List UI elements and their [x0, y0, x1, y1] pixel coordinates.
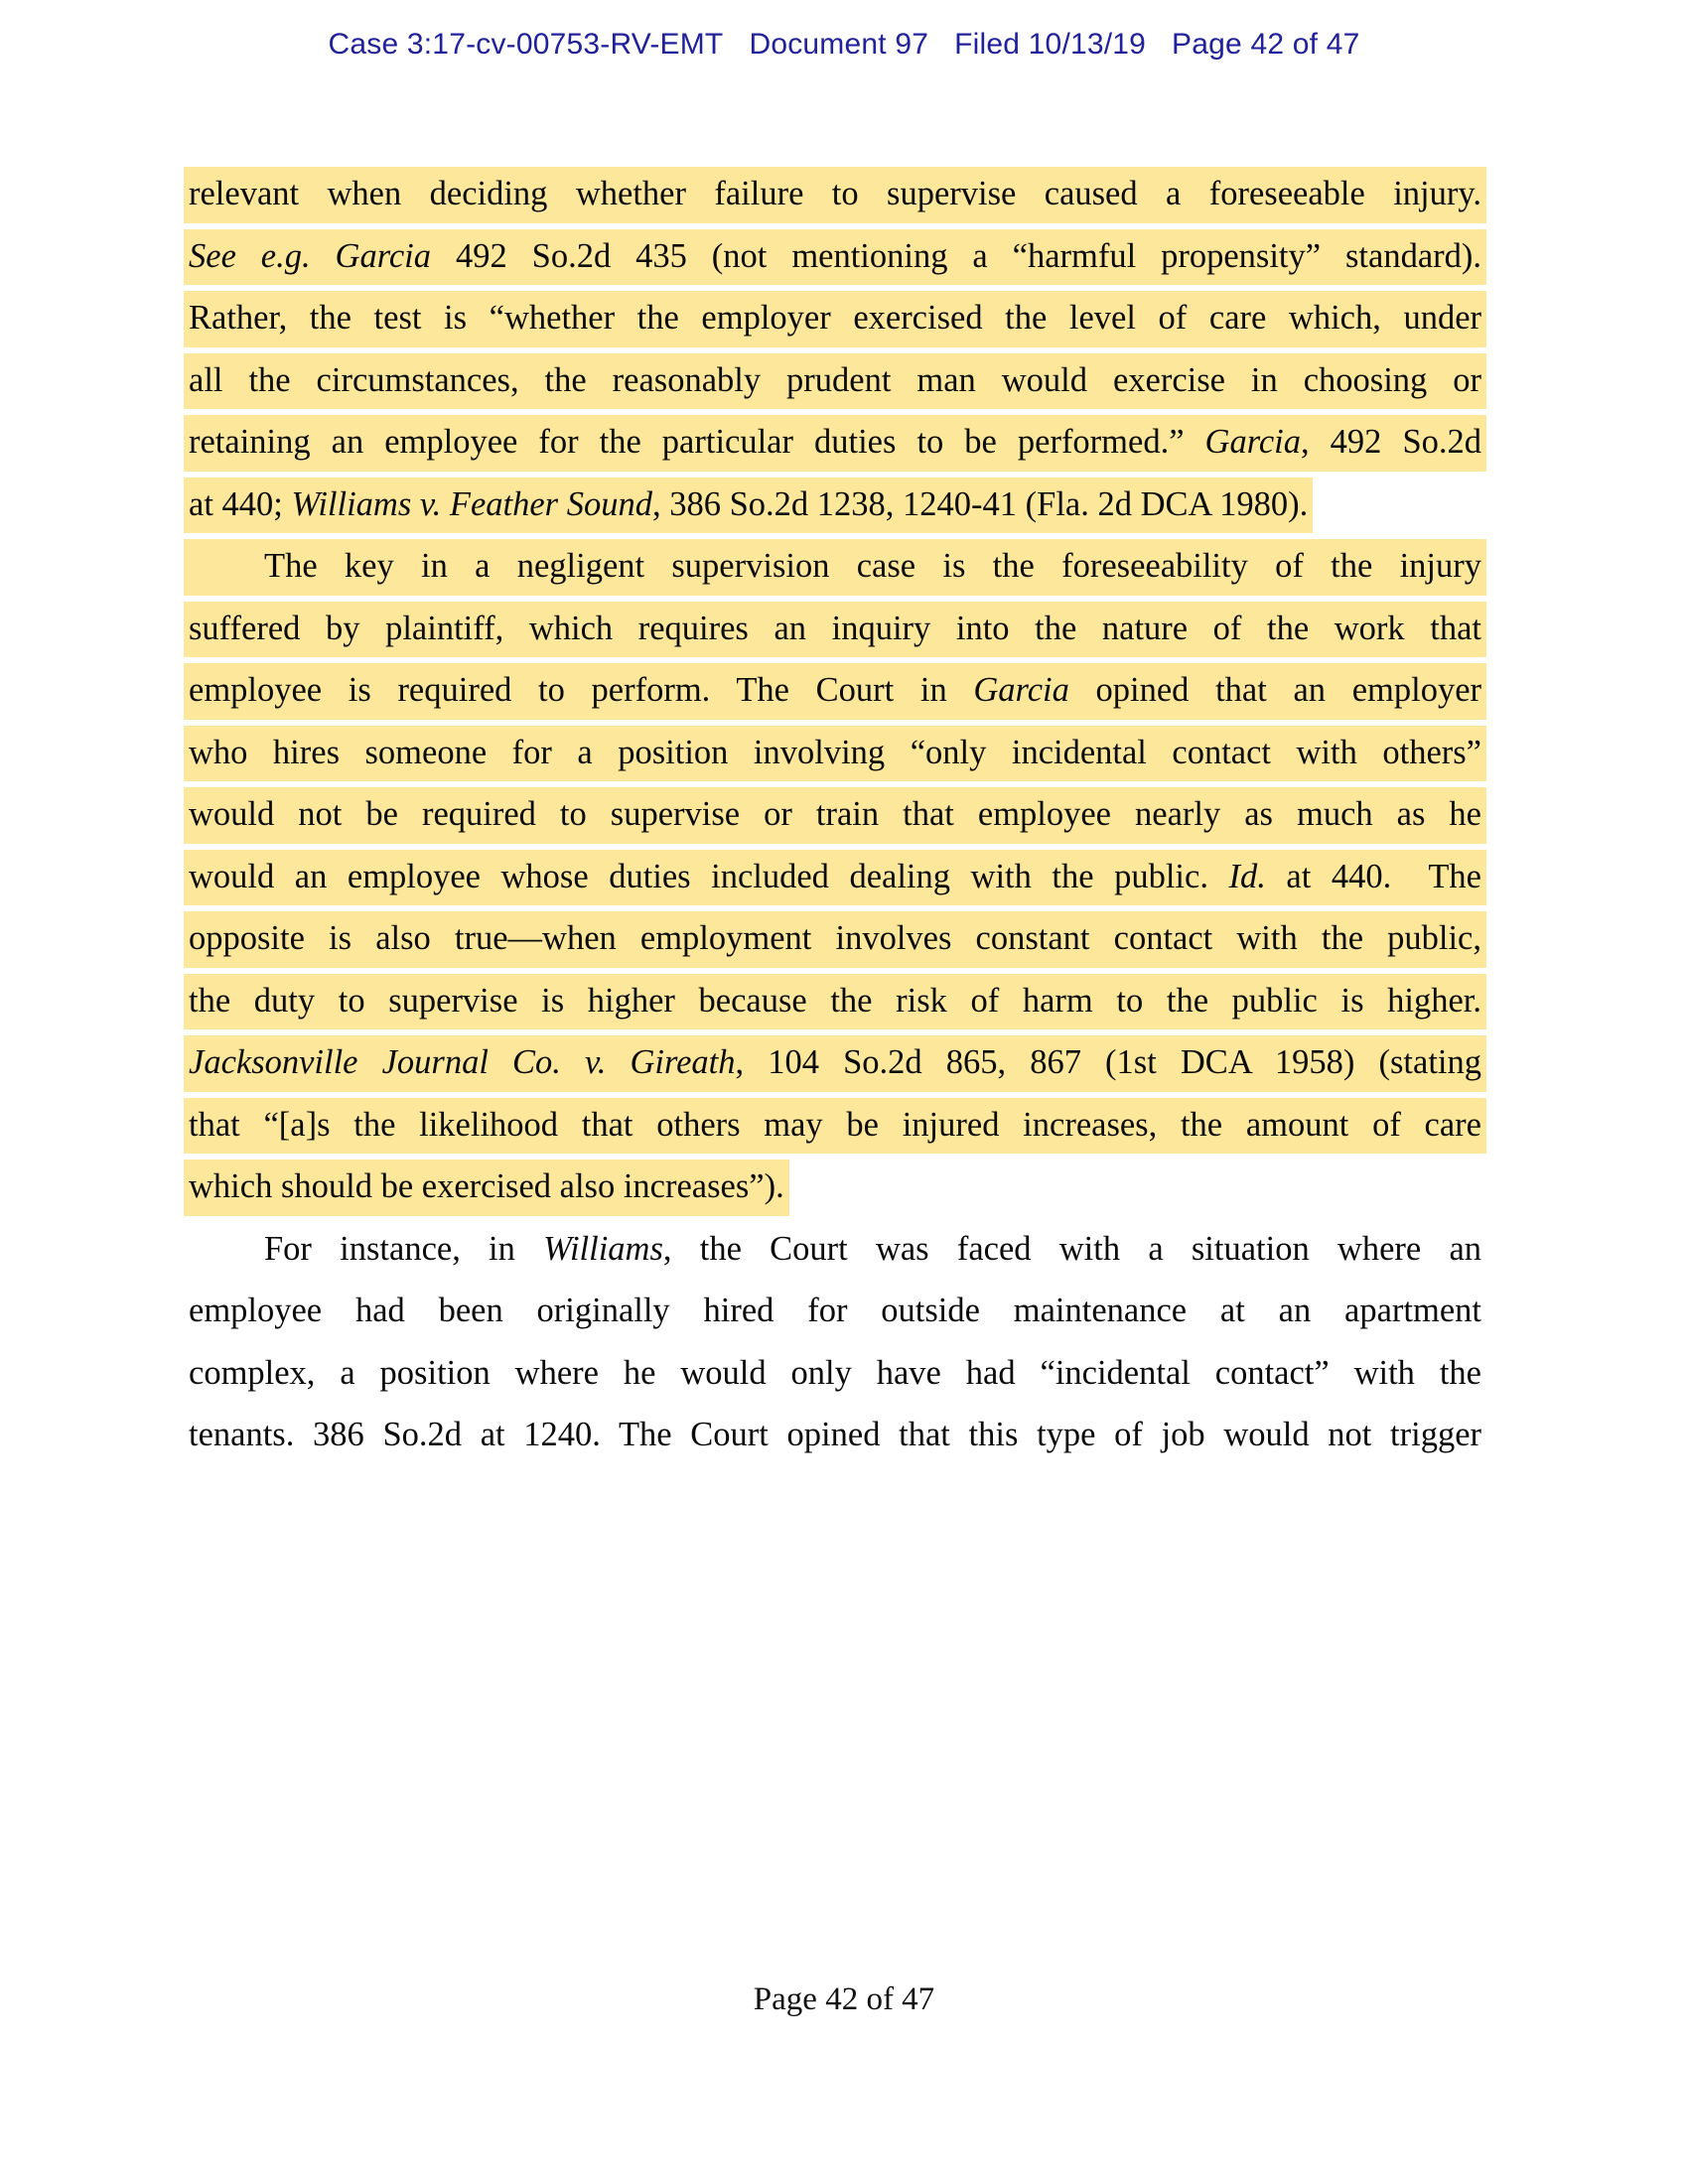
ecf-page-indicator: Page 42 of 47: [1172, 28, 1360, 61]
case-citation-italic: See e.g. Garcia: [189, 236, 432, 275]
ecf-case-number: Case 3:17-cv-00753-RV-EMT: [328, 28, 724, 61]
body-line: [189, 1418, 1481, 1480]
highlighted-text-run: [185, 540, 1485, 595]
text-run: [185, 1409, 1485, 1463]
case-citation-italic: Jacksonville Journal Co. v. Gireath: [189, 1043, 736, 1081]
text-segment: opposite is also true—when employment involves constant contact with the public,: [189, 919, 1481, 957]
highlighted-text-run: [185, 727, 1485, 781]
case-citation-italic: Williams v. Feather Sound: [291, 484, 652, 523]
highlighted-text-run: [185, 603, 1485, 657]
text-segment: suffered by plaintiff, which requires an inquiry into the nature of the work that: [189, 609, 1481, 647]
text-segment: which should be exercised also increases”).: [189, 1167, 784, 1205]
text-segment: , 104 So.2d 865, 867 (1st DCA 1958) (stating: [735, 1043, 1481, 1081]
text-segment: complex, a position where he would only have had “incidental contact” with the: [189, 1353, 1481, 1392]
case-citation-italic: Garcia: [973, 671, 1069, 709]
text-segment: all the circumstances, the reasonably prudent man would exercise in choosing or: [189, 360, 1481, 399]
text-segment: The key in a negligent supervision case is the foreseeability of the injury: [264, 547, 1481, 585]
text-segment: tenants. 386 So.2d at 1240. The Court opined that this type of job would not trigger: [189, 1416, 1481, 1453]
highlighted-text-run: [185, 1160, 788, 1215]
case-citation-italic: Id.: [1228, 857, 1266, 895]
highlighted-text-run: [185, 788, 1485, 843]
highlighted-text-run: [185, 664, 1485, 719]
ecf-filed-date: Filed 10/13/19: [954, 28, 1147, 61]
text-segment: retaining an employee for the particular duties to be performed.”: [189, 423, 1205, 461]
highlighted-text-run: [185, 1099, 1485, 1154]
highlighted-text-run: [185, 975, 1485, 1029]
case-citation-italic: Williams: [543, 1229, 663, 1268]
text-run: [185, 1285, 1485, 1339]
text-segment: employee had been originally hired for outside maintenance at an apartment: [189, 1292, 1481, 1329]
highlighted-text-run: [185, 230, 1485, 285]
text-segment: 492 So.2d 435 (not mentioning a “harmful propensity” standard).: [431, 236, 1481, 275]
text-segment: would an employee whose duties included dealing with the public.: [189, 857, 1229, 895]
highlighted-text-run: [185, 292, 1485, 346]
ecf-document-number: Document 97: [749, 28, 929, 61]
highlighted-text-run: [185, 1036, 1485, 1091]
highlighted-text-run: [185, 912, 1485, 967]
text-segment: opined that an employer: [1068, 671, 1481, 709]
text-run: [185, 1347, 1485, 1402]
highlighted-text-run: [185, 354, 1485, 409]
text-segment: at 440;: [189, 484, 292, 523]
text-run: [185, 1223, 1485, 1278]
ecf-header-stamp: [0, 28, 1688, 62]
highlighted-text-run: [185, 851, 1485, 905]
text-segment: relevant when deciding whether failure to supervise caused a foreseeable injury.: [189, 175, 1481, 212]
case-citation-italic: Garcia: [1204, 423, 1302, 461]
page-footer: Page 42 of 47: [753, 1981, 935, 2017]
text-segment: at 440. The: [1265, 857, 1481, 895]
text-segment: , the Court was faced with a situation where an: [662, 1229, 1482, 1268]
text-segment: employee is required to perform. The Court in: [189, 671, 974, 709]
text-segment: , 492 So.2d: [1301, 423, 1482, 461]
text-segment: that “[a]s the likelihood that others may be injured increases, the amount of care: [189, 1105, 1481, 1144]
text-segment: the duty to supervise is higher because the risk of harm to the public is higher.: [189, 981, 1481, 1020]
document-body: [189, 177, 1481, 1480]
text-segment: , 386 So.2d 1238, 1240-41 (Fla. 2d DCA 1980).: [651, 484, 1309, 523]
text-segment: Rather, the test is “whether the employer exercised the level of care which, under: [189, 299, 1481, 337]
highlighted-text-run: [185, 168, 1485, 222]
highlighted-text-run: [185, 478, 1312, 533]
highlighted-text-run: [185, 416, 1485, 471]
text-segment: who hires someone for a position involving “only incidental contact with others”: [189, 733, 1481, 771]
text-segment: would not be required to supervise or train that employee nearly as much as he: [189, 795, 1481, 833]
text-segment: For instance, in: [264, 1229, 544, 1268]
